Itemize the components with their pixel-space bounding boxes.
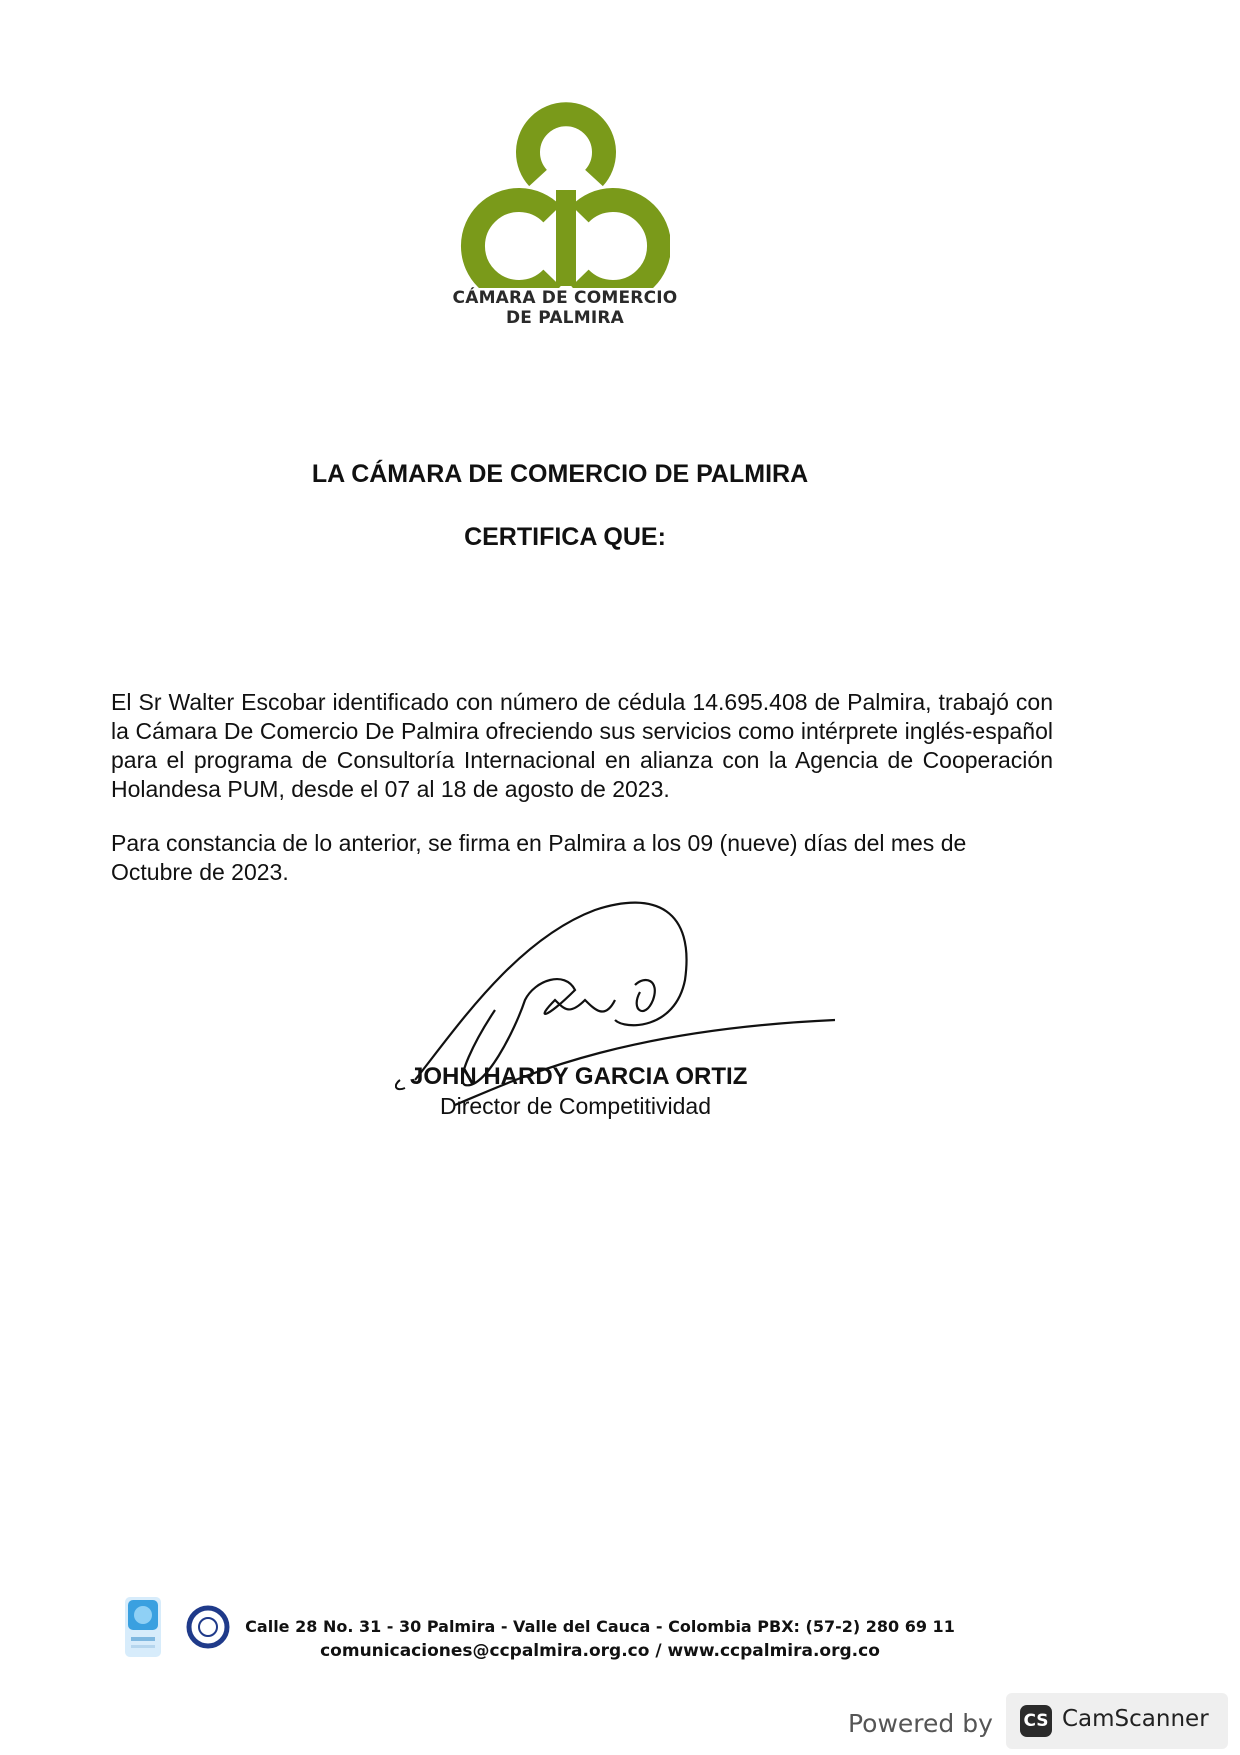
logo-name-line1: CÁMARA DE COMERCIO xyxy=(452,288,678,308)
footer-address: Calle 28 No. 31 - 30 Palmira - Valle del Cauca - Colombia PBX: (57-2) 280 69 11 xyxy=(245,1617,955,1636)
certificate-paragraph: El Sr Walter Escobar identificado con número de cédula 14.695.408 de Palmira, trabajó con la Cámara De Comercio De Palmira ofreciendo sus servicios como intérprete inglés-español para el programa de Consultoría Internacional en alianza con la Agencia de Cooperación Holandesa PUM, desde el 07 al 18 de agosto de 2023. xyxy=(111,689,1053,802)
powered-by-label: Powered by xyxy=(848,1709,993,1738)
camscanner-icon: CS xyxy=(1020,1705,1052,1737)
document-title: LA CÁMARA DE COMERCIO DE PALMIRA xyxy=(311,460,809,488)
footer-contact: comunicaciones@ccpalmira.org.co / www.ccpalmira.org.co xyxy=(320,1641,880,1661)
certification-seals-icon xyxy=(123,1597,233,1659)
camscanner-badge xyxy=(1006,1693,1228,1749)
signer-role: Director de Competitividad xyxy=(440,1093,712,1119)
chamber-logo xyxy=(452,98,678,328)
camscanner-name: CamScanner xyxy=(1062,1706,1209,1732)
signing-paragraph: Para constancia de lo anterior, se firma en Palmira a los 09 (nueve) días del mes de Octubre de 2023. xyxy=(111,830,967,885)
chamber-logo-icon xyxy=(460,98,670,288)
document-subtitle: CERTIFICA QUE: xyxy=(464,523,666,551)
signer-name: JOHN HARDY GARCIA ORTIZ xyxy=(410,1063,748,1090)
logo-name-line2: DE PALMIRA xyxy=(505,308,625,328)
